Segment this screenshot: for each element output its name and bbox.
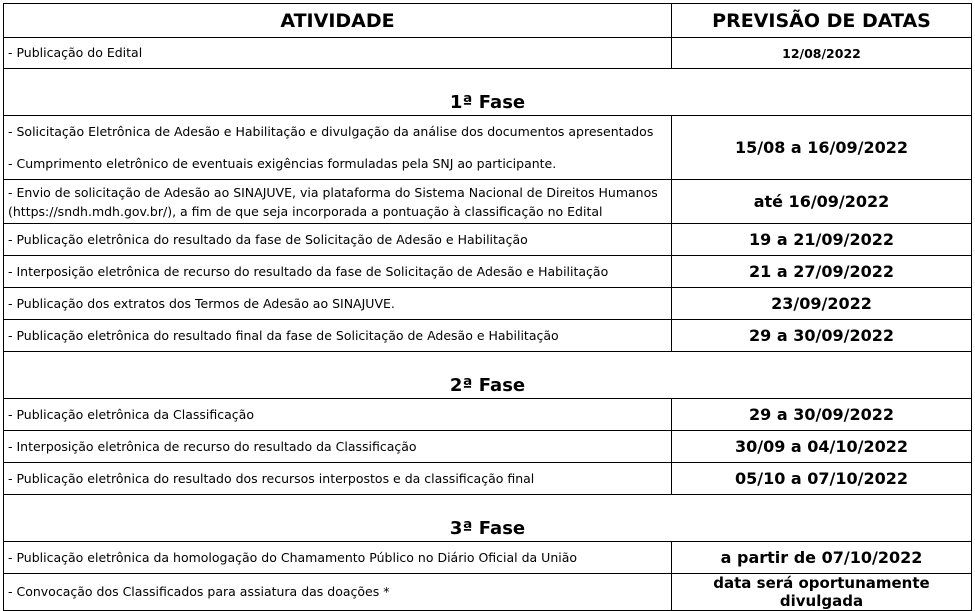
schedule-table-container <box>3 3 971 611</box>
table-row <box>4 542 972 574</box>
phase-title: 3ª Fase <box>4 495 972 542</box>
activity-line: - Cumprimento eletrônico de eventuais exigências formuladas pela SNJ ao participante. <box>8 155 557 171</box>
date-cell: 12/08/2022 <box>672 38 972 69</box>
table-row <box>4 431 972 463</box>
activity-cell: - Publicação dos extratos dos Termos de Adesão ao SINAJUVE. <box>4 288 672 320</box>
date-cell: 30/09 a 04/10/2022 <box>672 431 972 463</box>
header-dates: PREVISÃO DE DATAS <box>672 4 972 38</box>
table-row <box>4 256 972 288</box>
table-row <box>4 463 972 495</box>
header-activity: ATIVIDADE <box>4 4 672 38</box>
activity-cell: - Interposição eletrônica de recurso do resultado da Classificação <box>4 431 672 463</box>
date-cell: 19 a 21/09/2022 <box>672 224 972 256</box>
table-row <box>4 224 972 256</box>
activity-cell: - Convocação dos Classificados para assiatura das doações * <box>4 574 672 611</box>
table-row <box>4 116 972 180</box>
activity-cell: - Publicação eletrônica do resultado dos recursos interpostos e da classificação final <box>4 463 672 495</box>
activity-cell <box>4 116 672 180</box>
phase-title: 1ª Fase <box>4 69 972 116</box>
date-cell: 05/10 a 07/10/2022 <box>672 463 972 495</box>
activity-cell: - Publicação eletrônica do resultado final da fase de Solicitação de Adesão e Habilitação <box>4 320 672 352</box>
activity-cell: - Interposição eletrônica de recurso do resultado da fase de Solicitação de Adesão e Habilitação <box>4 256 672 288</box>
table-row <box>4 399 972 431</box>
phase-row <box>4 352 972 399</box>
phase-row <box>4 69 972 116</box>
header-row <box>4 4 972 38</box>
phase-title: 2ª Fase <box>4 352 972 399</box>
table-row <box>4 288 972 320</box>
date-cell: até 16/09/2022 <box>672 180 972 224</box>
date-cell: 21 a 27/09/2022 <box>672 256 972 288</box>
date-cell: 29 a 30/09/2022 <box>672 320 972 352</box>
activity-cell: - Publicação eletrônica da Classificação <box>4 399 672 431</box>
activity-cell: - Publicação eletrônica do resultado da fase de Solicitação de Adesão e Habilitação <box>4 224 672 256</box>
activity-line: - Solicitação Eletrônica de Adesão e Habilitação e divulgação da análise dos documentos apresentados <box>8 123 654 139</box>
date-cell: 15/08 a 16/09/2022 <box>672 116 972 180</box>
table-row <box>4 320 972 352</box>
activity-cell <box>4 180 672 224</box>
table-row <box>4 180 972 224</box>
date-cell: 23/09/2022 <box>672 288 972 320</box>
schedule-table <box>3 3 972 611</box>
activity-cell: - Publicação do Edital <box>4 38 672 69</box>
activity-line: - Envio de solicitação de Adesão ao SINAJUVE, via plataforma do Sistema Nacional de Direitos Humanos <box>8 184 658 200</box>
table-row <box>4 38 972 69</box>
date-cell: a partir de 07/10/2022 <box>672 542 972 574</box>
date-cell: 29 a 30/09/2022 <box>672 399 972 431</box>
activity-line: (https://sndh.mdh.gov.br/), a fim de que seja incorporada a pontuação à classificação no Edital <box>8 203 603 219</box>
activity-cell: - Publicação eletrônica da homologação do Chamamento Público no Diário Oficial da União <box>4 542 672 574</box>
table-row <box>4 574 972 611</box>
date-cell: data será oportunamente divulgada <box>672 574 972 611</box>
phase-row <box>4 495 972 542</box>
